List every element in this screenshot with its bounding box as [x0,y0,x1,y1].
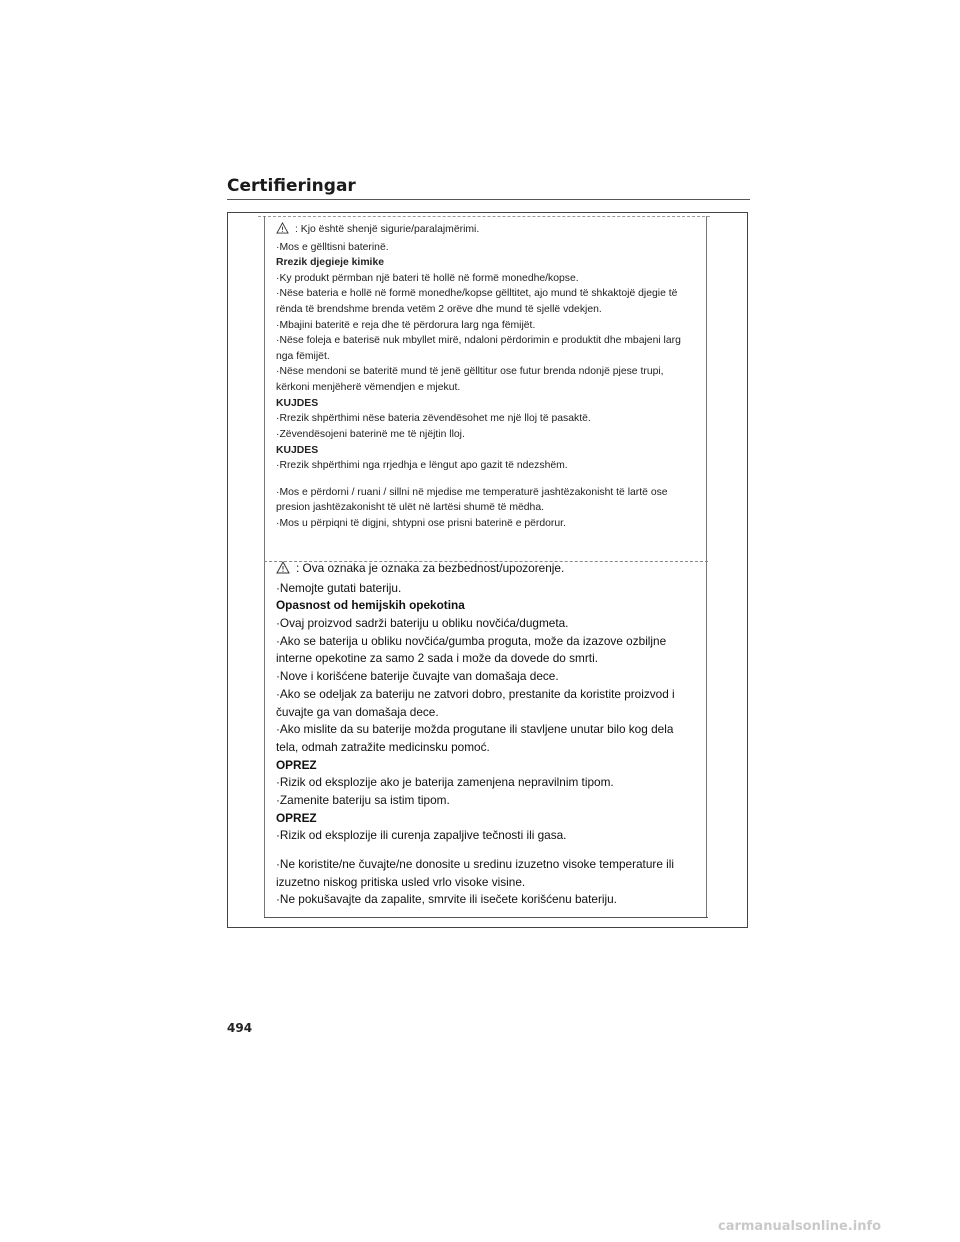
bullet-item: ·Ako mislite da su baterije možda progutane ili stavljene unutar bilo kog dela tela, odmah zatražite medicinsku pomoć. [276,722,674,754]
safety-line-text: : Kjo është shenjë sigurie/paralajmërimi. [295,224,480,235]
bullet-item: ·Mos e përdorni / ruani / sillni në mjedise me temperaturë jashtëzakonisht të lartë ose presion jashtëzakonisht të ulët në lartësi shumë të mëdha. [276,486,668,514]
albanian-section [276,222,696,532]
albanian-items [276,240,696,532]
scan-frame-left [264,216,265,918]
bullet-item: ·Zamenite bateriju sa istim tipom. [276,792,450,807]
bullet-item: ·Rizik od eksplozije ako je baterija zamenjena nepravilnim tipom. [276,775,614,790]
safety-line [276,560,696,580]
bullet-item: ·Rizik od eksplozije ili curenja zapaljive tečnosti ili gasa. [276,828,567,843]
bullet-item: ·Ako se baterija u obliku novčića/gumba proguta, može da izazove ozbiljne interne opekotine za samo 2 sada i može da dovede do smrti. [276,633,667,666]
section-heading: KUJDES [276,444,319,456]
section-heading: Opasnost od hemijskih opekotina [276,598,465,613]
page-number: 494 [227,1021,253,1035]
serbian-items [276,580,696,909]
scan-frame-bottom [264,917,708,918]
bullet-item: ·Zëvendësojeni baterinë me të njëjtin lloj. [276,428,465,440]
bullet-item: ·Rrezik shpërthimi nëse bateria zëvendësohet me një lloj të pasaktë. [276,413,591,425]
warning-triangle-icon [276,561,290,580]
bullet-item: ·Ne pokušavajte da zapalite, smrvite ili isečete korišćenu bateriju. [276,892,617,907]
safety-line [276,222,696,240]
section-heading: OPREZ [276,757,317,772]
scan-frame-right [706,216,707,918]
bullet-item: ·Ako se odeljak za bateriju ne zatvori dobro, prestanite da koristite proizvod i čuvajte ga van domašaja dece. [276,686,675,719]
bullet-item: ·Ne koristite/ne čuvajte/ne donosite u sredinu izuzetno visoke temperature ili izuzetno niskog pritiska usled vrlo visoke visine. [276,857,675,889]
bullet-item: ·Ky produkt përmban një bateri të hollë në formë monedhe/kopse. [276,272,579,284]
bullet-item: ·Nëse bateria e hollë në formë monedhe/kopse gëlltitet, ajo mund të shkaktojë djegie të rënda të brendshme brenda vetëm 2 orëve dhe mund të sjellë vdekjen. [276,288,678,316]
section-heading: KUJDES [276,397,319,409]
watermark: carmanualsonline.info [718,1219,882,1234]
bullet-item: ·Nove i korišćene baterije čuvajte van domašaja dece. [276,669,559,684]
scan-frame-top [258,216,710,217]
warning-triangle-icon [276,222,289,240]
bullet-item: ·Mos e gëlltisni baterinë. [276,241,389,253]
safety-line-text: : Ova oznaka je oznaka za bezbednost/upozorenje. [296,561,565,575]
header-rule [227,199,750,200]
serbian-section [276,560,696,909]
bullet-item: ·Mbajini bateritë e reja dhe të përdorura larg nga fëmijët. [276,319,536,331]
bullet-item: ·Nëse mendoni se bateritë mund të jenë gëlltitur ose futur brenda ndonjë pjese trupi, kërkoni menjëherë vëmendjen e mjekut. [276,366,664,394]
bullet-item: ·Rrezik shpërthimi nga rrjedhja e lëngut apo gazit të ndezshëm. [276,460,568,472]
section-heading: OPREZ [276,810,317,825]
page-title: Certifieringar [227,176,356,196]
bullet-item: ·Nemojte gutati bateriju. [276,580,402,595]
bullet-item: ·Nëse foleja e baterisë nuk mbyllet mirë, ndaloni përdorimin e produktit dhe mbajeni larg nga fëmijët. [276,335,681,362]
bullet-item: ·Ovaj proizvod sadrži bateriju u obliku novčića/dugmeta. [276,616,569,631]
section-heading: Rrezik djegieje kimike [276,257,385,269]
bullet-item: ·Mos u përpiqni të digjni, shtypni ose prisni baterinë e përdorur. [276,517,566,529]
